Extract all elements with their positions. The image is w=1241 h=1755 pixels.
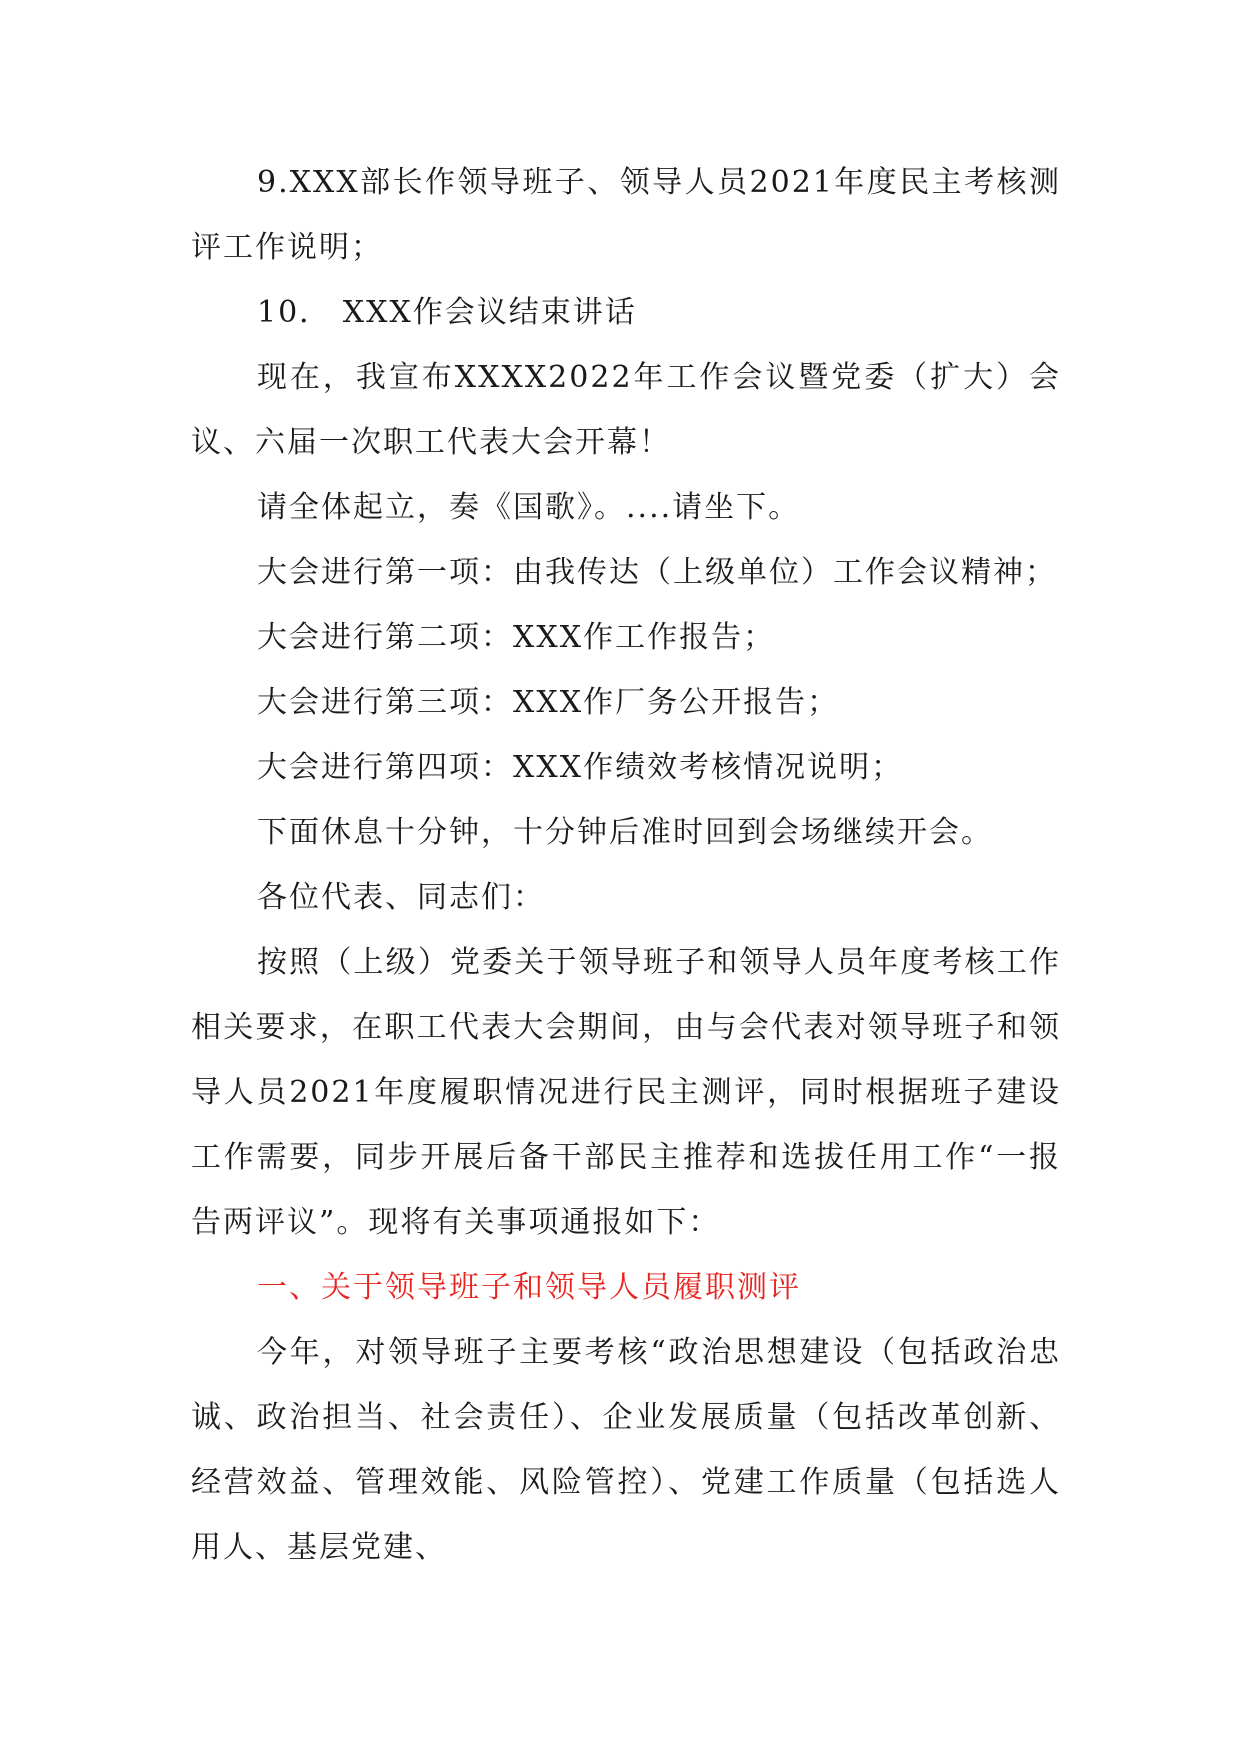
paragraph-evaluation-intro: 按照（上级）党委关于领导班子和领导人员年度考核工作相关要求，在职工代表大会期间，由与会代表对领导班子和领导人员2021年度履职情况进行民主测评，同时根据班子建设工作需要，同步开展后备干部民主推荐和选拔任用工作“一报告两评议”。现将有关事项通报如下：: [191, 945, 1061, 1240]
paragraph-item-10: 10． XXX作会议结束讲话: [257, 295, 637, 330]
document-body: [191, 150, 1061, 1580]
paragraph-item-9: 9.XXX部长作领导班子、领导人员2021年度民主考核测评工作说明；: [191, 165, 1061, 265]
paragraph-agenda-3: 大会进行第三项：XXX作厂务公开报告；: [257, 685, 840, 720]
paragraph-evaluation-content: 今年，对领导班子主要考核“政治思想建设（包括政治忠诚、政治担当、社会责任）、企业发展质量（包括改革创新、经营效益、管理效能、风险管控）、党建工作质量（包括选人用人、基层党建、: [191, 1335, 1061, 1565]
section-heading: 一、关于领导班子和领导人员履职测评: [257, 1270, 801, 1305]
paragraph-opening-announcement: 现在，我宣布XXXX2022年工作会议暨党委（扩大）会议、六届一次职工代表大会开幕！: [191, 360, 1061, 460]
paragraph-break: 下面休息十分钟，十分钟后准时回到会场继续开会。: [257, 815, 993, 850]
paragraph-agenda-1: 大会进行第一项：由我传达（上级单位）工作会议精神；: [257, 555, 1057, 590]
paragraph-agenda-2: 大会进行第二项：XXX作工作报告；: [257, 620, 776, 655]
paragraph-agenda-4: 大会进行第四项：XXX作绩效考核情况说明；: [257, 750, 904, 785]
paragraph-anthem: 请全体起立，奏《国歌》。....请坐下。: [257, 490, 801, 525]
paragraph-salutation: 各位代表、同志们：: [257, 880, 545, 915]
